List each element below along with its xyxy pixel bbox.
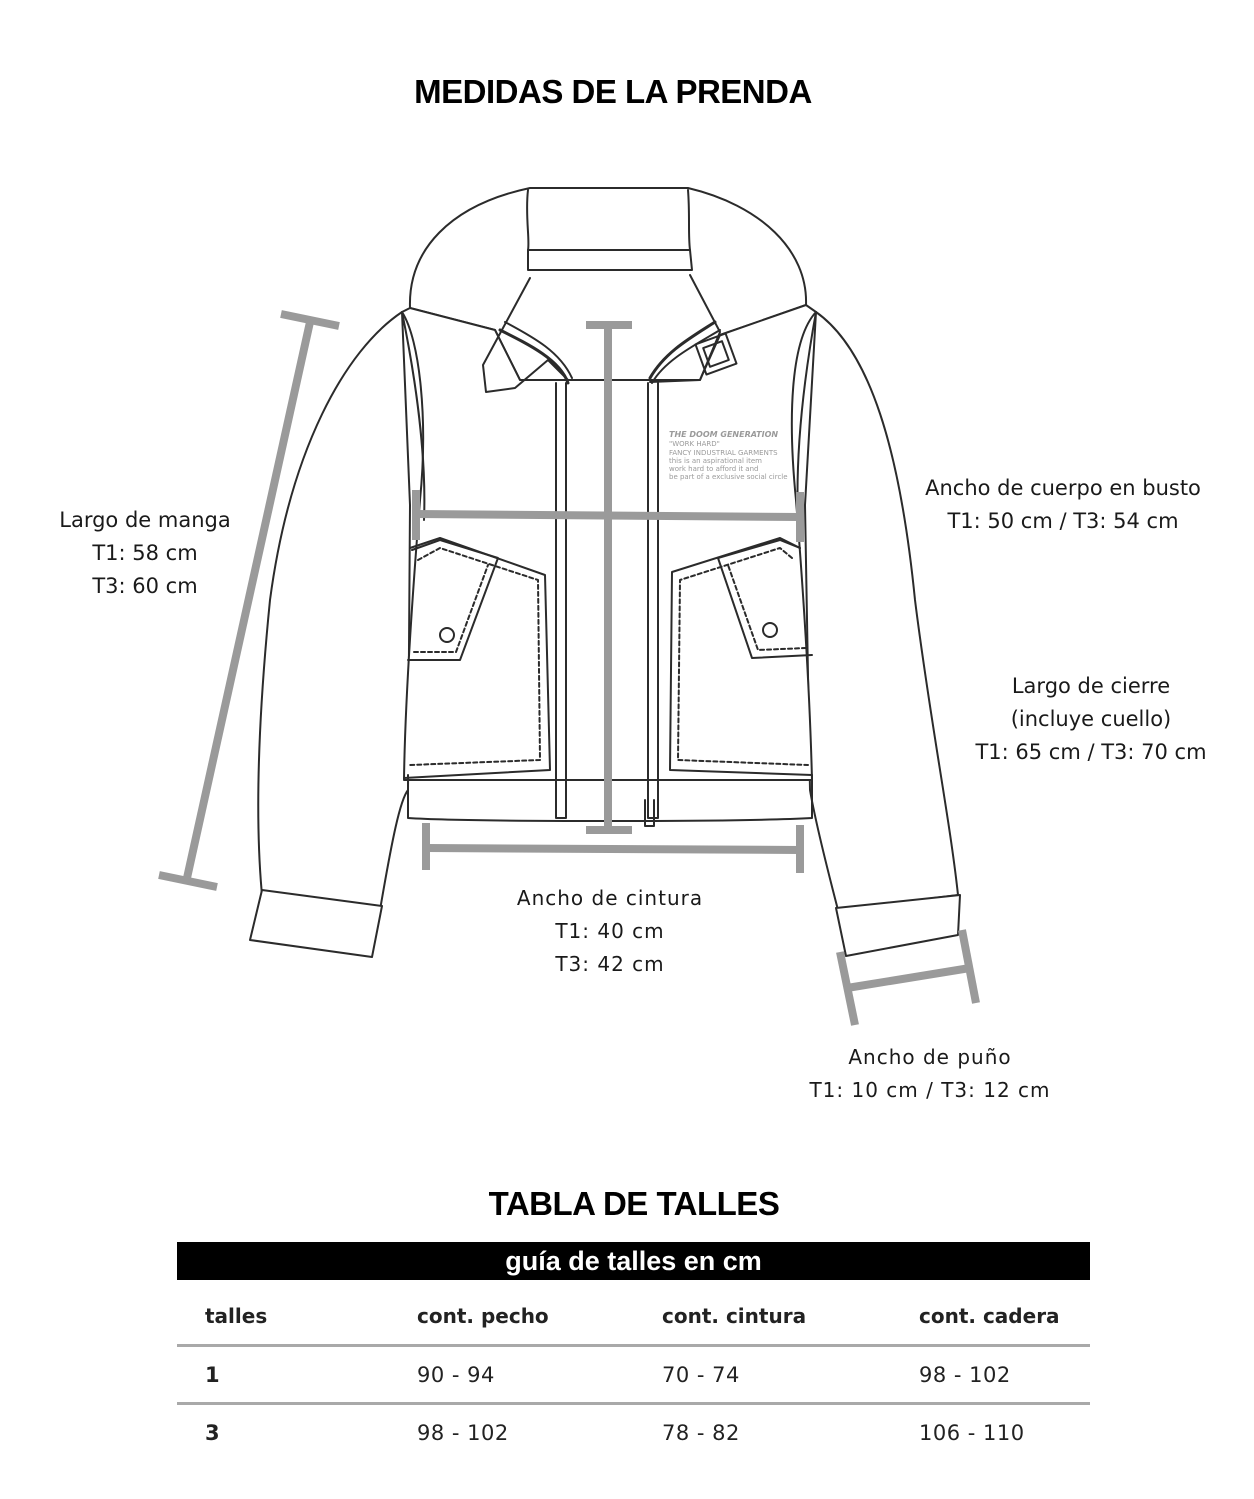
zipper-length-label: [960, 670, 1222, 769]
chest-print: [669, 430, 788, 481]
size-table-header: guía de talles en cm: [177, 1242, 1090, 1280]
waist-width-t3: T3: 42 cm: [555, 952, 665, 976]
waist-width-line: [426, 848, 800, 850]
sleeve-length-name: Largo de manga: [59, 508, 231, 532]
table-cell: 98 - 102: [417, 1421, 509, 1445]
sleeve-length-label: [40, 504, 250, 603]
print-line-3: FANCY INDUSTRIAL GARMENTS: [669, 449, 778, 457]
cuff-width-line: [847, 968, 970, 988]
print-line-6: be part of a exclusive social circle: [669, 473, 788, 481]
table-cell: 1: [205, 1363, 221, 1387]
waist-width-label: [500, 882, 720, 981]
column-header: cont. pecho: [417, 1304, 549, 1328]
print-line-2: "WORK HARD": [669, 440, 720, 448]
print-line-4: this is an aspirational item: [669, 457, 762, 465]
table-cell: 70 - 74: [662, 1363, 740, 1387]
print-line-1: THE DOOM GENERATION: [669, 430, 779, 439]
table-cell: 106 - 110: [919, 1421, 1025, 1445]
table-cell: 98 - 102: [919, 1363, 1011, 1387]
bust-width-name: Ancho de cuerpo en busto: [925, 476, 1201, 500]
column-header: cont. cintura: [662, 1304, 807, 1328]
size-table-column-headers: [177, 1280, 1090, 1347]
print-line-5: work hard to afford it and: [669, 465, 759, 473]
size-table: [177, 1242, 1090, 1460]
bust-width-line: [416, 514, 800, 517]
column-header: cont. cadera: [919, 1304, 1060, 1328]
zipper-length-note: (incluye cuello): [1010, 707, 1172, 731]
cuff-width-values: T1: 10 cm / T3: 12 cm: [809, 1078, 1051, 1102]
zipper-length-name: Largo de cierre: [1011, 674, 1171, 698]
sleeve-length-t1: T1: 58 cm: [92, 541, 198, 565]
size-table-title: TABLA DE TALLES: [488, 1185, 780, 1222]
cuff-width-name: Ancho de puño: [848, 1045, 1012, 1069]
table-row: [177, 1347, 1090, 1405]
table-cell: 3: [205, 1421, 221, 1445]
table-cell: 90 - 94: [417, 1363, 495, 1387]
zipper-length-values: T1: 65 cm / T3: 70 cm: [975, 740, 1207, 764]
waist-width-name: Ancho de cintura: [516, 886, 704, 910]
bust-width-label: [905, 472, 1221, 538]
cuff-width-label: [770, 1041, 1090, 1107]
table-cell: 78 - 82: [662, 1421, 740, 1445]
waist-width-t1: T1: 40 cm: [555, 919, 665, 943]
table-row: [177, 1405, 1090, 1460]
column-header: talles: [205, 1304, 268, 1328]
bust-width-values: T1: 50 cm / T3: 54 cm: [947, 509, 1179, 533]
sleeve-length-t3: T3: 60 cm: [92, 574, 198, 598]
page-title: MEDIDAS DE LA PRENDA: [414, 73, 812, 110]
